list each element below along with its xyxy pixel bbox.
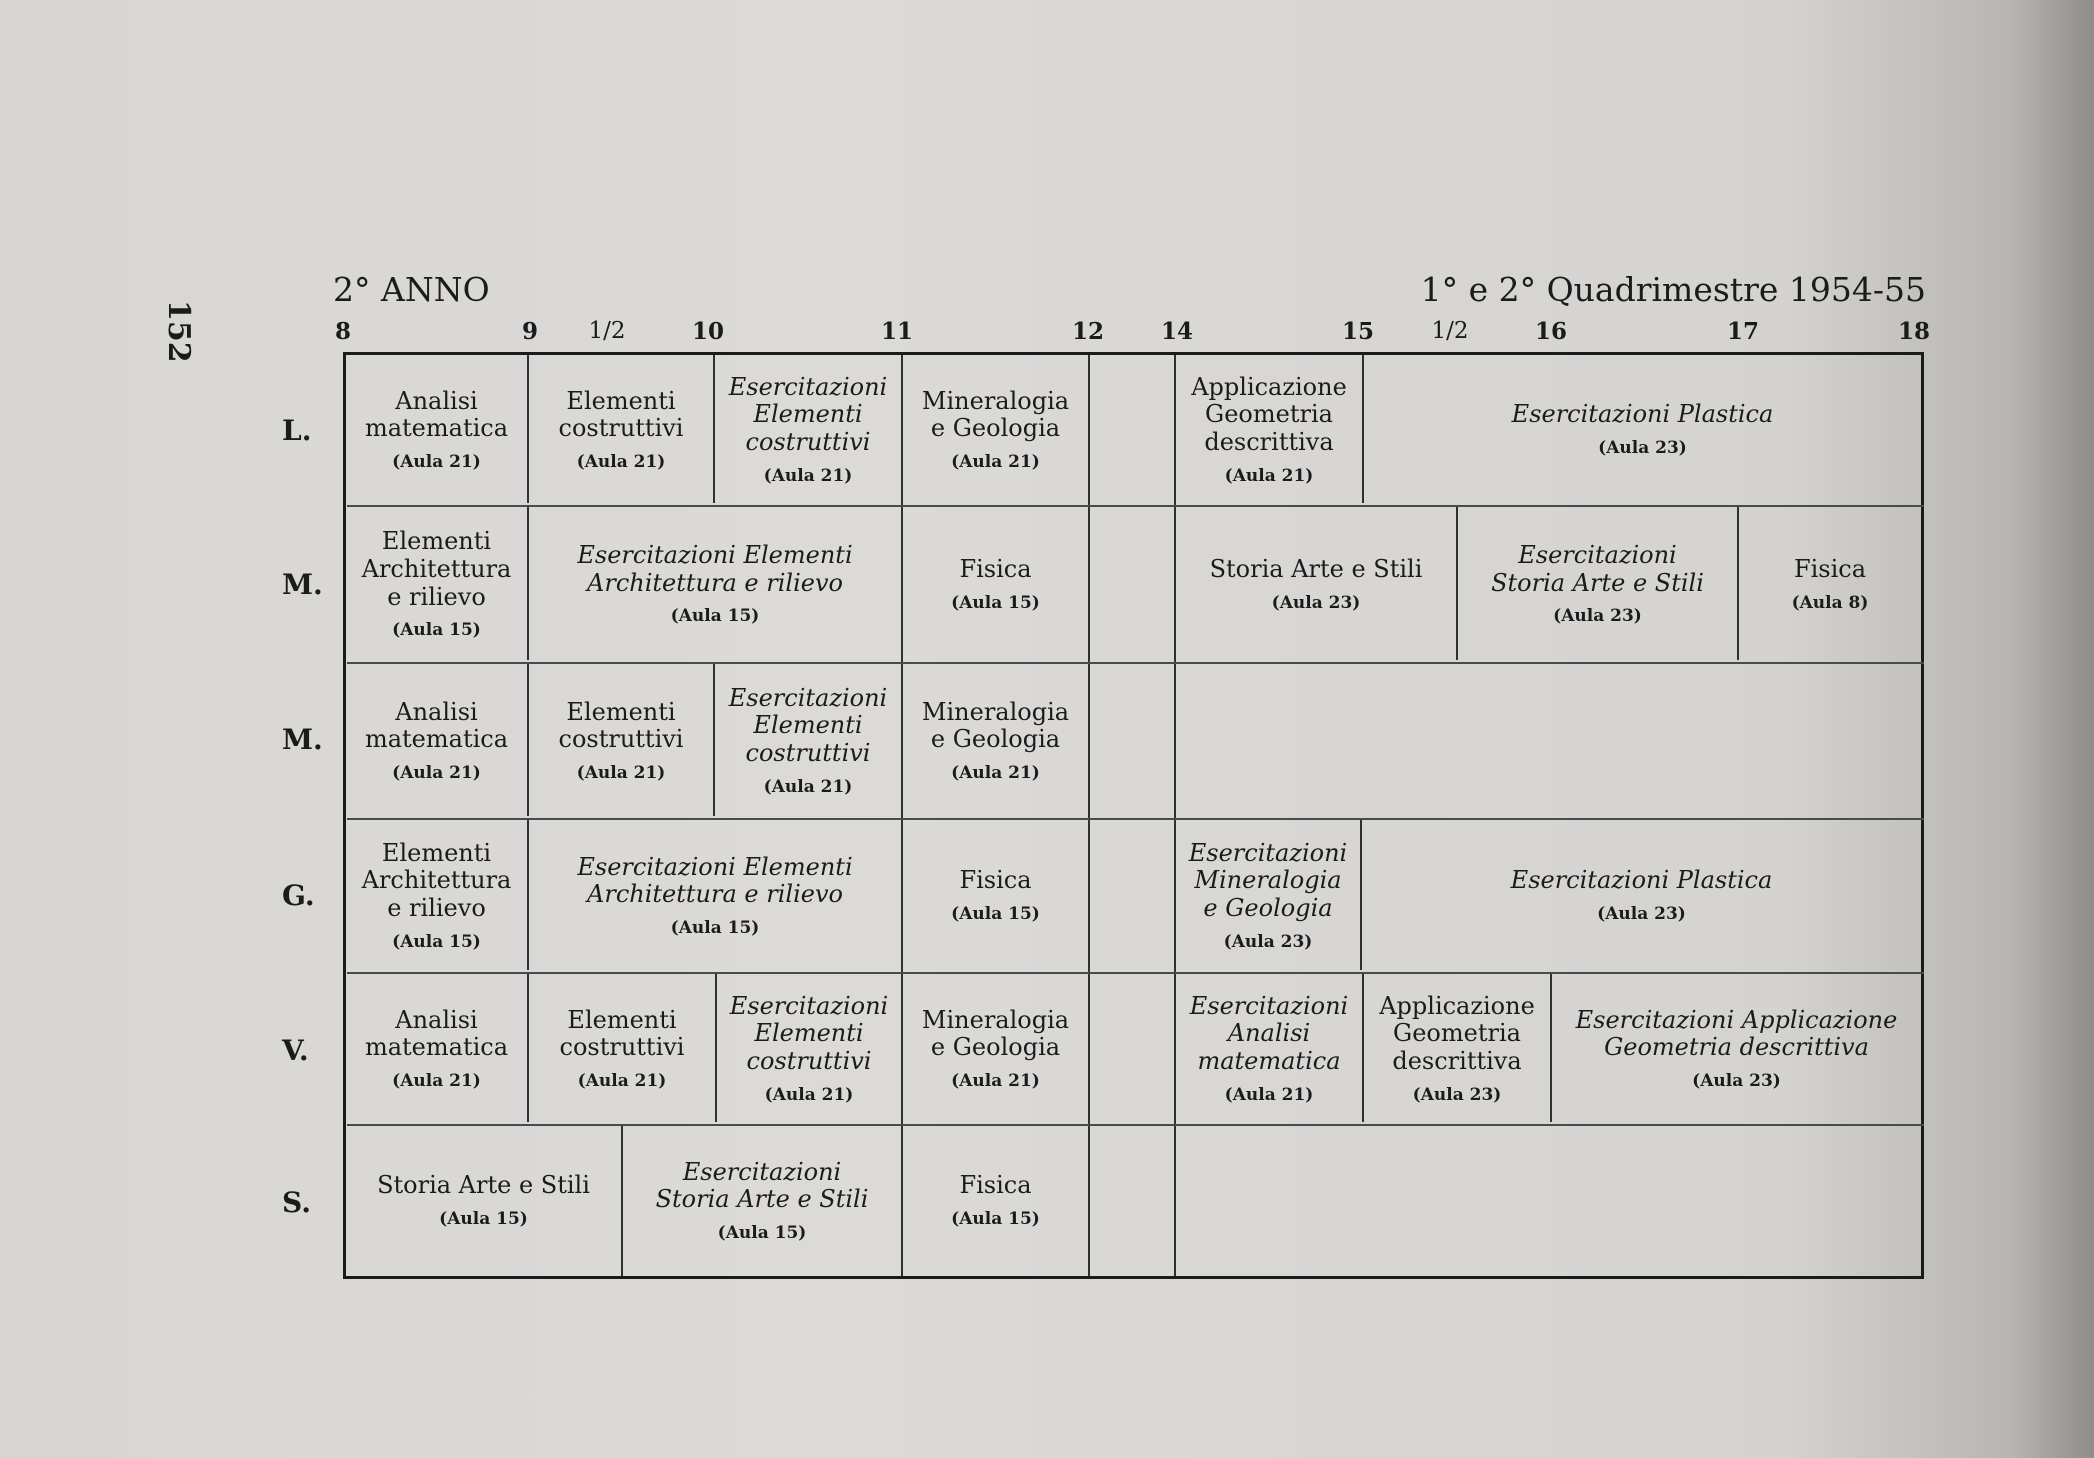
hour-label: 9 [521,318,539,345]
cell-subject: Esercitazioni Storia Arte e Stili [1491,541,1704,597]
hour-label: 1/2 [1431,318,1469,344]
hour-label: 15 [1341,318,1375,345]
schedule-cell [529,355,713,505]
cell-subject: Mineralogia e Geologia [921,386,1070,443]
schedule-cell [1552,974,1921,1124]
schedule-cell [346,974,527,1124]
cell-room: (Aula 23) [1597,904,1686,925]
schedule-cell [1362,820,1921,972]
cell-subject: Esercitazioni Mineralogia e Geologia [1188,838,1348,923]
hour-label: 11 [880,318,914,345]
schedule-cell [903,1126,1088,1276]
schedule-cell [715,664,901,818]
cell-room: (Aula 15) [670,606,760,627]
year-title: 2° ANNO [333,270,490,309]
cell-room: (Aula 23) [1553,606,1642,627]
cell-room: (Aula 21) [392,451,481,472]
cell-room: (Aula 21) [576,762,666,783]
schedule-cell [903,507,1088,662]
schedule-cell [346,820,527,972]
cell-room: (Aula 15) [392,931,481,952]
day-label: V. [282,1034,309,1067]
cell-room: (Aula 21) [1224,465,1314,486]
cell-room: (Aula 21) [392,1070,481,1091]
hour-label: 1/2 [588,318,626,344]
cell-subject: Fisica [959,554,1032,583]
schedule-cell [1458,507,1737,662]
schedule-cell [529,974,715,1124]
cell-room: (Aula 21) [392,762,481,783]
cell-room: (Aula 23) [1223,931,1313,952]
schedule-cell [1176,974,1362,1124]
schedule-cell [903,355,1088,505]
schedule-cell [623,1126,901,1276]
cell-subject: Storia Arte e Stili [377,1171,590,1200]
day-label: M. [282,568,323,601]
hour-label: 10 [691,318,725,345]
schedule-cell [903,820,1088,972]
cell-room: (Aula 15) [951,1209,1040,1230]
cell-subject: Fisica [959,1171,1032,1200]
hour-label: 17 [1726,318,1760,345]
cell-subject: Esercitazioni Elementi costruttivi [728,683,888,768]
cell-room: (Aula 23) [1598,438,1687,459]
cell-subject: Esercitazioni Plastica [1510,866,1773,895]
schedule-cell [529,664,713,818]
period-title: 1° e 2° Quadrimestre 1954-55 [1420,270,1926,309]
cell-room: (Aula 21) [951,762,1040,783]
day-label: G. [282,879,315,912]
cell-subject: Elementi costruttivi [558,697,684,754]
cell-subject: Esercitazioni Plastica [1511,400,1774,429]
cell-room: (Aula 21) [577,1070,667,1091]
day-label: M. [282,723,323,756]
cell-room: (Aula 21) [576,451,666,472]
cell-subject: Elementi Architettura e rilievo [361,527,512,611]
cell-room: (Aula 23) [1271,592,1361,613]
hour-label: 16 [1534,318,1568,345]
cell-subject: Esercitazioni Elementi Architettura e rilievo [577,852,853,909]
cell-subject: Esercitazioni Storia Arte e Stili [655,1157,869,1214]
hour-label: 18 [1897,318,1931,345]
cell-subject: Elementi costruttivi [559,1005,685,1062]
cell-subject: Esercitazioni Elementi costruttivi [728,372,888,457]
cell-room: (Aula 15) [717,1222,807,1243]
schedule-cell [1176,820,1360,972]
schedule-cell [715,355,901,505]
cell-room: (Aula 23) [1412,1084,1502,1105]
cell-subject: Elementi costruttivi [558,386,684,443]
schedule-cell [903,664,1088,818]
schedule-cell [346,1126,621,1276]
cell-subject: Mineralogia e Geologia [921,697,1070,754]
schedule-cell [529,507,901,662]
cell-room: (Aula 21) [763,465,853,486]
schedule-cell [1739,507,1921,662]
schedule-cell [346,664,527,818]
cell-subject: Analisi matematica [364,386,509,443]
cell-room: (Aula 21) [951,1070,1040,1091]
cell-room: (Aula 15) [951,592,1040,613]
schedule-cell [346,507,527,662]
cell-room: (Aula 15) [439,1209,528,1230]
hour-label: 14 [1160,318,1194,345]
cell-subject: Esercitazioni Analisi matematica [1189,991,1349,1076]
schedule-cell [903,974,1088,1124]
cell-subject: Fisica [959,866,1032,895]
day-label: S. [282,1186,311,1219]
cell-room: (Aula 15) [670,917,760,938]
schedule-cell [529,820,901,972]
grid-line [1088,355,1090,1276]
cell-room: (Aula 23) [1692,1070,1781,1091]
day-label: L. [282,414,312,447]
cell-room: (Aula 21) [763,776,853,797]
cell-room: (Aula 15) [392,620,481,641]
cell-room: (Aula 21) [764,1084,854,1105]
cell-room: (Aula 15) [951,904,1040,925]
cell-subject: Analisi matematica [364,1005,509,1062]
cell-subject: Esercitazioni Elementi Architettura e rilievo [577,541,853,597]
schedule-cell [1176,507,1456,662]
cell-subject: Esercitazioni Applicazione Geometria descrittiva [1575,1005,1898,1062]
cell-room: (Aula 21) [951,451,1040,472]
schedule-cell [1364,974,1550,1124]
cell-subject: Storia Arte e Stili [1209,554,1423,583]
cell-subject: Mineralogia e Geologia [921,1005,1070,1062]
cell-subject: Fisica [1793,554,1867,583]
schedule-cell [346,355,527,505]
schedule-cell [717,974,901,1124]
cell-subject: Applicazione Geometria descrittiva [1191,372,1347,457]
schedule-cell [1176,355,1362,505]
page-number: 152 [161,300,196,363]
cell-subject: Analisi matematica [364,697,509,754]
hour-label: 12 [1071,318,1105,345]
cell-subject: Esercitazioni Elementi costruttivi [729,991,889,1076]
cell-room: (Aula 8) [1791,592,1869,613]
hour-label: 8 [334,318,352,345]
cell-subject: Applicazione Geometria descrittiva [1379,991,1535,1076]
cell-subject: Elementi Architettura e rilievo [361,838,512,923]
schedule-cell [1364,355,1921,505]
cell-room: (Aula 21) [1224,1084,1314,1105]
